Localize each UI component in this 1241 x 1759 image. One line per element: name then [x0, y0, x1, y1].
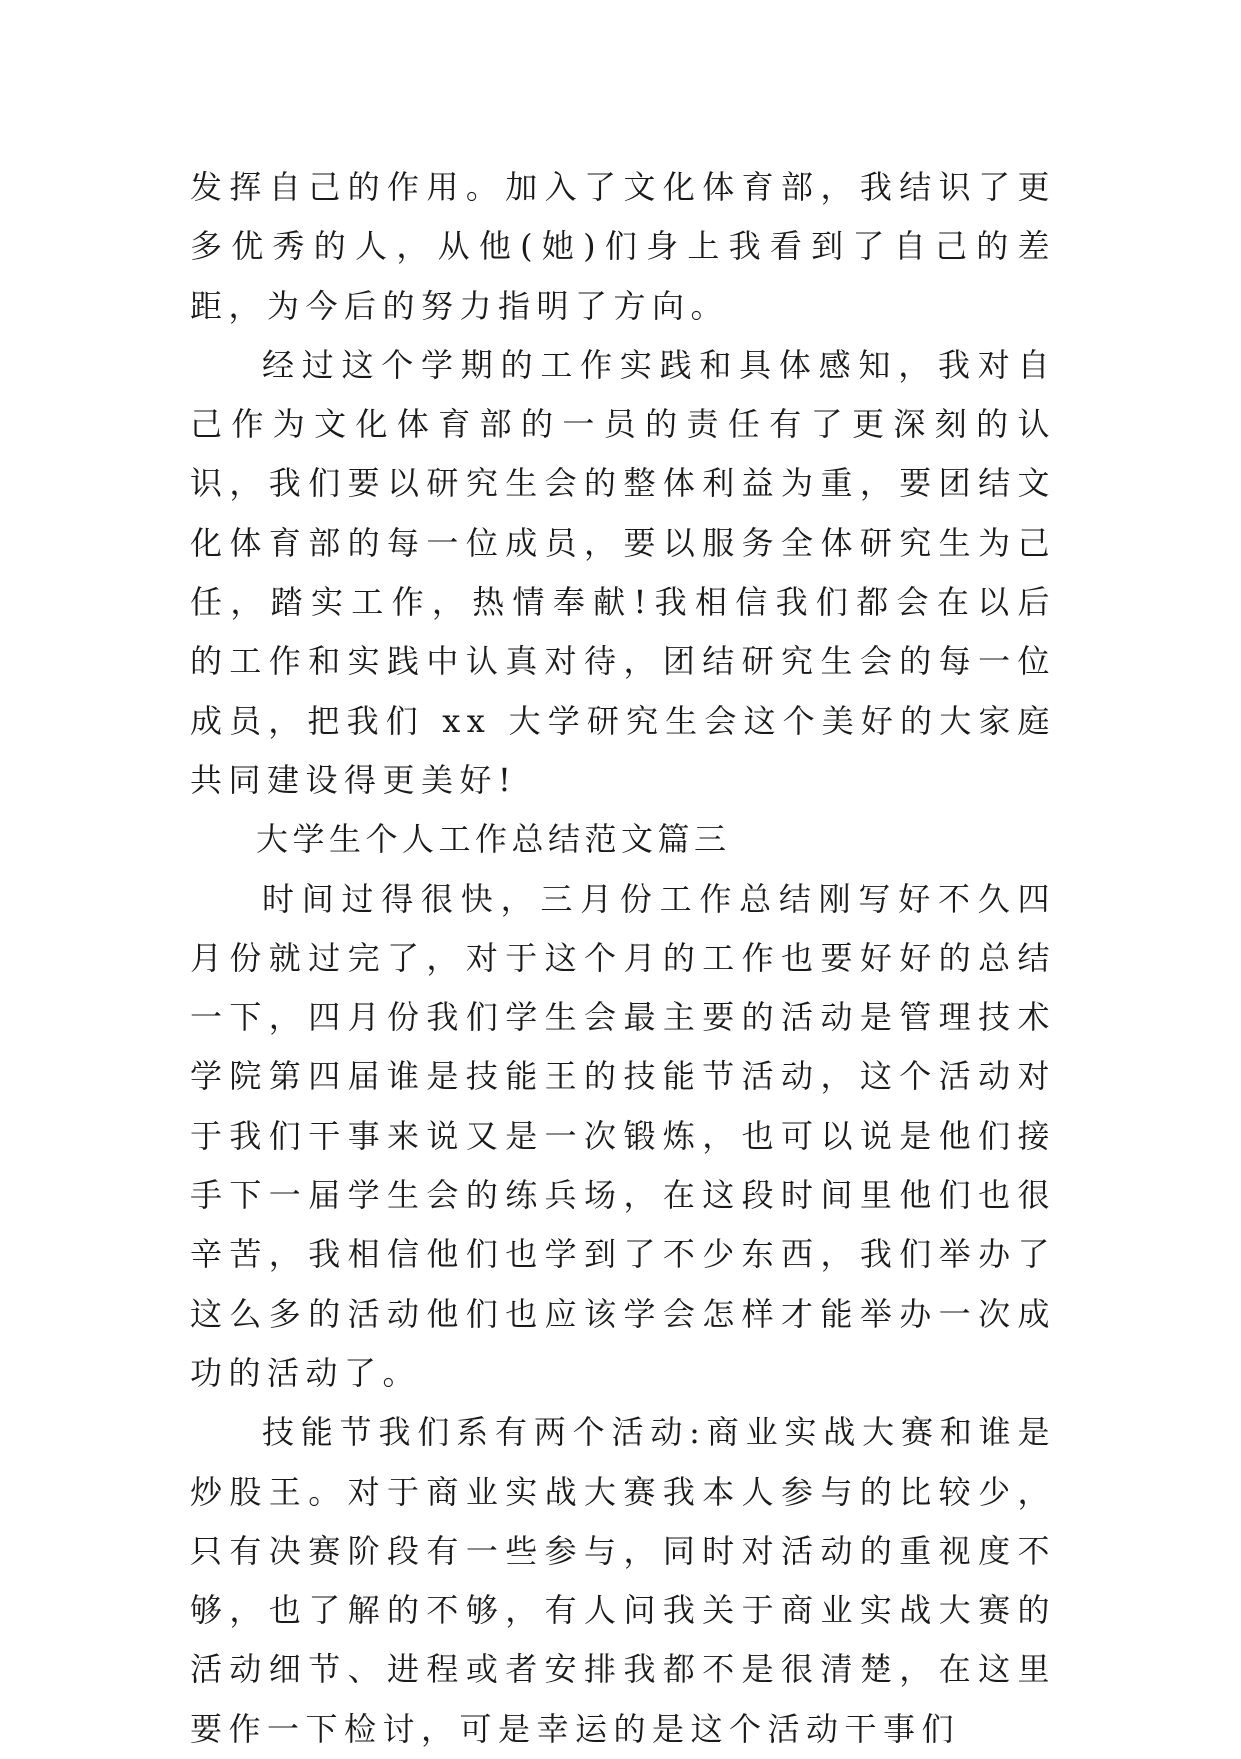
- section-heading: 大学生个人工作总结范文篇三: [256, 820, 731, 859]
- paragraph-april-summary: 时间过得很快，三月份工作总结刚写好不久四月份就过完了，对于这个月的工作也要好好的总结一下，四月份我们学生会最主要的活动是管理技术学院第四届谁是技能王的技能节活动，这个活动对于我们干事来说又是一次锻炼，也可以说是他们接手下一届学生会的练兵场，在这段时间里他们也很辛苦，我相信他们也学到了不少东西，我们举办了这么多的活动他们也应该学会怎样才能举办一次成功的活动了。: [190, 879, 1056, 1392]
- paragraph-skills-festival: 技能节我们系有两个活动:商业实战大赛和谁是炒股王。对于商业实战大赛我本人参与的比较少，只有决赛阶段有一些参与，同时对活动的重视度不够，也了解的不够，有人问我关于商业实战大赛的活动细节、进程或者安排我都不是很清楚，在这里要作一下检讨，可是幸运的是这个活动干事们: [190, 1413, 1056, 1748]
- paragraph-responsibility: 经过这个学期的工作实践和具体感知，我对自己作为文化体育部的一员的责任有了更深刻的认识，我们要以研究生会的整体利益为重，要团结文化体育部的每一位成员，要以服务全体研究生为己任，踏实工作，热情奉献!我相信我们都会在以后的工作和实践中认真对待，团结研究生会的每一位成员，把我们 xx 大学研究生会这个美好的大家庭共同建设得更美好!: [190, 345, 1056, 799]
- document-body: [190, 158, 1056, 1759]
- paragraph-continuation: 发挥自己的作用。加入了文化体育部，我结识了更多优秀的人，从他(她)们身上我看到了自己的差距，为今后的努力指明了方向。: [190, 168, 1056, 325]
